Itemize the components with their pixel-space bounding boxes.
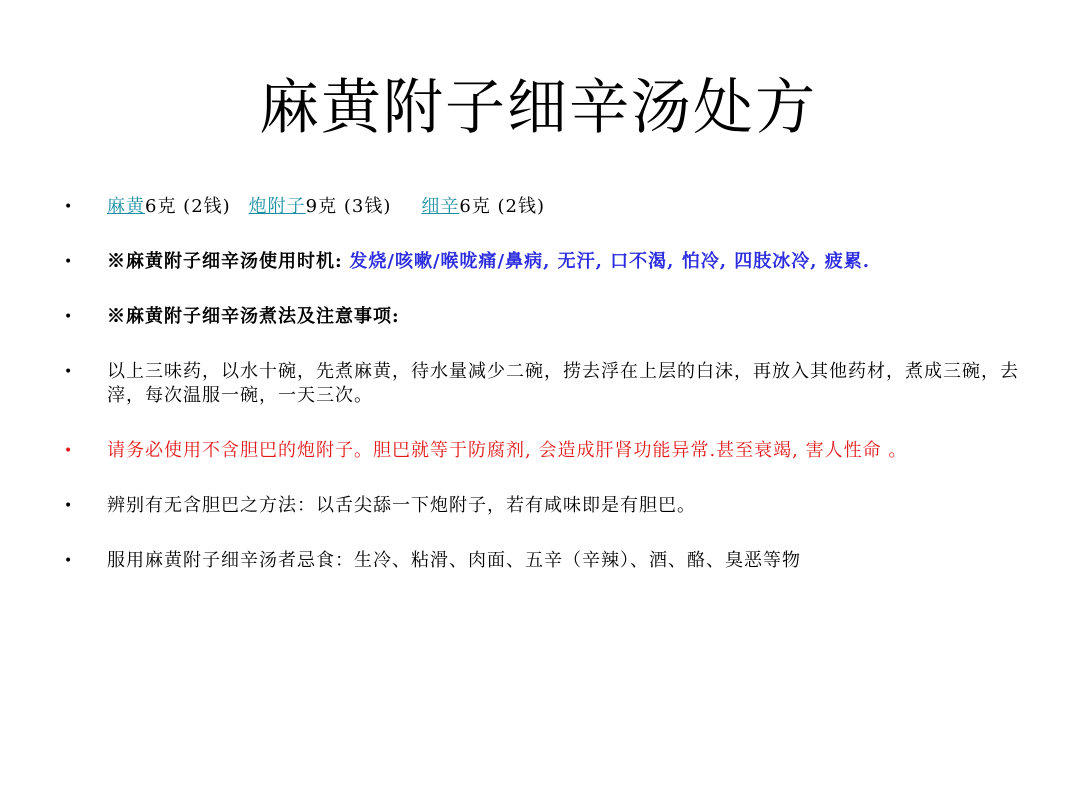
ingredient-link-xixin[interactable]: 细辛 [421, 196, 460, 217]
bullet-method-heading [60, 305, 1035, 329]
usage-text: 发烧/咳嗽/喉咙痛/鼻病, 无汗, 口不渴, 怕冷, 四肢冰冷, 疲累. [349, 251, 871, 272]
bullet-dot: • [64, 254, 74, 270]
bullet-dot: • [64, 309, 74, 325]
ingredient-dose: 6克 (2钱) [459, 196, 546, 217]
slide-title: 麻黄附子细辛汤处方 [259, 73, 817, 143]
bullet-dot: • [64, 553, 74, 569]
bullet-warning [60, 439, 1035, 463]
method-heading: ※麻黄附子细辛汤煮法及注意事项: [107, 306, 400, 327]
warning-text: 请务必使用不含胆巴的炮附子。胆巴就等于防腐剂, 会造成肝肾功能异常.甚至衰竭, 害人性命 。 [107, 440, 908, 461]
ingredient-link-paofuzi[interactable]: 炮附子 [248, 196, 306, 217]
taboo-text: 服用麻黄附子细辛汤者忌食：生冷、粘滑、肉面、五辛（辛辣）、酒、酪、臭恶等物 [107, 550, 801, 571]
bullet-dot: • [64, 498, 74, 514]
bullet-taboo [60, 549, 1035, 573]
bullet-identify [60, 494, 1035, 518]
bullet-dot: • [64, 364, 74, 380]
bullet-usage [60, 250, 1035, 274]
bullet-dot: • [64, 443, 74, 459]
bullet-method-text [60, 360, 1035, 408]
bullet-dot: • [64, 199, 74, 215]
bullet-ingredients [60, 195, 1035, 219]
ingredient-dose: 6克 (2钱) [145, 196, 231, 217]
identify-text: 辨别有无含胆巴之方法：以舌尖舔一下炮附子，若有咸味即是有胆巴。 [107, 495, 696, 516]
method-text: 以上三味药，以水十碗，先煮麻黄，待水量减少二碗，捞去浮在上层的白沫，再放入其他药材，煮成三碗，去滓，每次温服一碗，一天三次。 [107, 361, 1019, 406]
ingredient-link-mahuang[interactable]: 麻黄 [107, 196, 145, 217]
usage-label: ※麻黄附子细辛汤使用时机: [107, 251, 343, 272]
bullet-list [60, 190, 1035, 573]
ingredient-dose: 9克 (3钱) [305, 196, 392, 217]
